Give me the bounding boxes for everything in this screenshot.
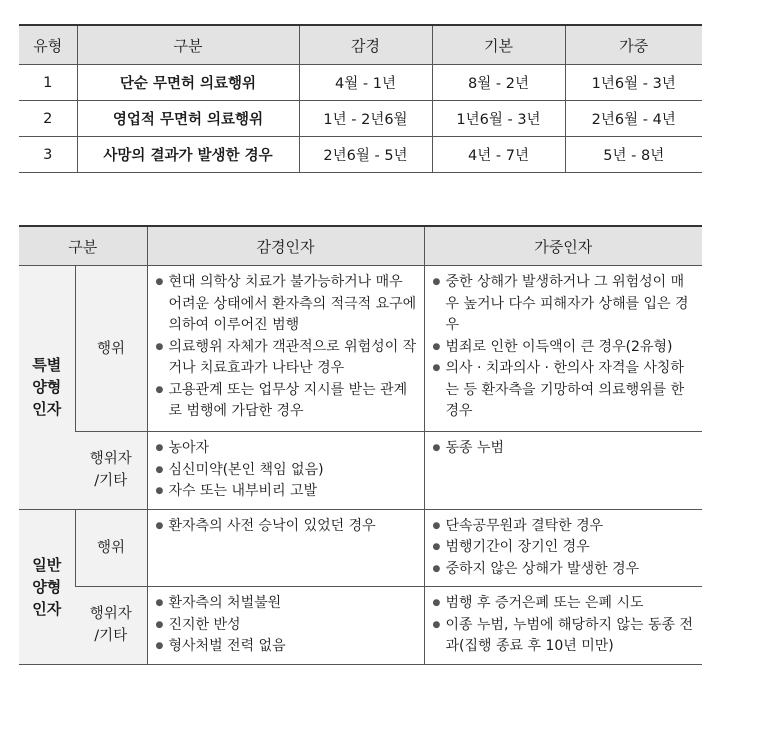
aggravating-cell bbox=[424, 432, 702, 510]
list-item: ● 범행 후 증거은폐 또는 은폐 시도 bbox=[433, 593, 697, 615]
cell-aggravated: 5년 - 8년 bbox=[565, 137, 702, 173]
list-item: ● 이종 누범, 누범에 해당하지 않는 동종 전과(집행 종료 후 10년 미만) bbox=[433, 615, 697, 658]
cell-type: 2 bbox=[19, 101, 77, 137]
list-item: ● 농아자 bbox=[156, 438, 418, 460]
list-item: ● 동종 누범 bbox=[433, 438, 697, 460]
cell-reduced: 4월 - 1년 bbox=[299, 65, 432, 101]
header-aggravating: 가중인자 bbox=[424, 226, 702, 266]
mitigating-cell bbox=[147, 509, 424, 587]
table-row bbox=[19, 101, 702, 137]
header-aggravated: 가중 bbox=[565, 25, 702, 65]
table-row bbox=[19, 65, 702, 101]
list-item: ● 범행기간이 장기인 경우 bbox=[433, 537, 697, 559]
list-item: ● 중한 상해가 발생하거나 그 위험성이 매우 높거나 다수 피해자가 상해를 입은 경우 bbox=[433, 272, 697, 337]
sublabel-act: 행위 bbox=[75, 266, 147, 432]
list-item: ● 고용관계 또는 업무상 지시를 받는 관계로 범행에 가담한 경우 bbox=[156, 380, 418, 423]
table-row bbox=[19, 137, 702, 173]
cell-basic: 1년6월 - 3년 bbox=[432, 101, 565, 137]
header-mitigating: 감경인자 bbox=[147, 226, 424, 266]
cell-basic: 4년 - 7년 bbox=[432, 137, 565, 173]
cell-reduced: 2년6월 - 5년 bbox=[299, 137, 432, 173]
cell-aggravated: 2년6월 - 4년 bbox=[565, 101, 702, 137]
sentencing-range-table bbox=[19, 24, 702, 173]
aggravating-cell bbox=[424, 587, 702, 665]
list-item: ● 진지한 반성 bbox=[156, 615, 418, 637]
header-reduced: 감경 bbox=[299, 25, 432, 65]
table-header-row bbox=[19, 226, 702, 266]
header-basic: 기본 bbox=[432, 25, 565, 65]
sentencing-factors-table bbox=[19, 225, 702, 665]
cell-aggravated: 1년6월 - 3년 bbox=[565, 65, 702, 101]
table-header-row bbox=[19, 25, 702, 65]
aggravating-cell bbox=[424, 266, 702, 432]
header-category: 구분 bbox=[77, 25, 299, 65]
group-label-general: 일반 양형 인자 bbox=[19, 509, 75, 664]
cell-type: 1 bbox=[19, 65, 77, 101]
list-item: ● 범죄로 인한 이득액이 큰 경우(2유형) bbox=[433, 337, 697, 359]
mitigating-cell bbox=[147, 432, 424, 510]
sublabel-actor: 행위자 /기타 bbox=[75, 432, 147, 510]
table-row bbox=[19, 587, 702, 665]
list-item: ● 심신미약(본인 책임 없음) bbox=[156, 460, 418, 482]
factor-list bbox=[433, 272, 697, 423]
cell-basic: 8월 - 2년 bbox=[432, 65, 565, 101]
cell-reduced: 1년 - 2년6월 bbox=[299, 101, 432, 137]
factor-list bbox=[156, 593, 418, 658]
list-item: ● 의사 · 치과의사 · 한의사 자격을 사칭하는 등 환자측을 기망하여 의료행위를 한 경우 bbox=[433, 358, 697, 423]
table-row bbox=[19, 432, 702, 510]
list-item: ● 환자측의 처벌불원 bbox=[156, 593, 418, 615]
sublabel-actor: 행위자 /기타 bbox=[75, 587, 147, 665]
factor-list bbox=[156, 516, 418, 538]
factor-list bbox=[433, 438, 697, 460]
cell-category: 영업적 무면허 의료행위 bbox=[77, 101, 299, 137]
aggravating-cell bbox=[424, 509, 702, 587]
sublabel-act: 행위 bbox=[75, 509, 147, 587]
list-item: ● 중하지 않은 상해가 발생한 경우 bbox=[433, 559, 697, 581]
list-item: ● 형사처벌 전력 없음 bbox=[156, 636, 418, 658]
factor-list bbox=[433, 593, 697, 658]
mitigating-cell bbox=[147, 587, 424, 665]
cell-category: 단순 무면허 의료행위 bbox=[77, 65, 299, 101]
factor-list bbox=[156, 438, 418, 503]
list-item: ● 자수 또는 내부비리 고발 bbox=[156, 481, 418, 503]
list-item: ● 환자측의 사전 승낙이 있었던 경우 bbox=[156, 516, 418, 538]
cell-type: 3 bbox=[19, 137, 77, 173]
factor-list bbox=[156, 272, 418, 423]
list-item: ● 의료행위 자체가 객관적으로 위험성이 작거나 치료효과가 나타난 경우 bbox=[156, 337, 418, 380]
group-label-special: 특별 양형 인자 bbox=[19, 266, 75, 510]
factor-list bbox=[433, 516, 697, 581]
list-item: ● 현대 의학상 치료가 불가능하거나 매우 어려운 상태에서 환자측의 적극적 요구에 의하여 이루어진 범행 bbox=[156, 272, 418, 337]
table-row bbox=[19, 509, 702, 587]
cell-category: 사망의 결과가 발생한 경우 bbox=[77, 137, 299, 173]
table-row bbox=[19, 266, 702, 432]
list-item: ● 단속공무원과 결탁한 경우 bbox=[433, 516, 697, 538]
header-category: 구분 bbox=[19, 226, 147, 266]
header-type: 유형 bbox=[19, 25, 77, 65]
mitigating-cell bbox=[147, 266, 424, 432]
